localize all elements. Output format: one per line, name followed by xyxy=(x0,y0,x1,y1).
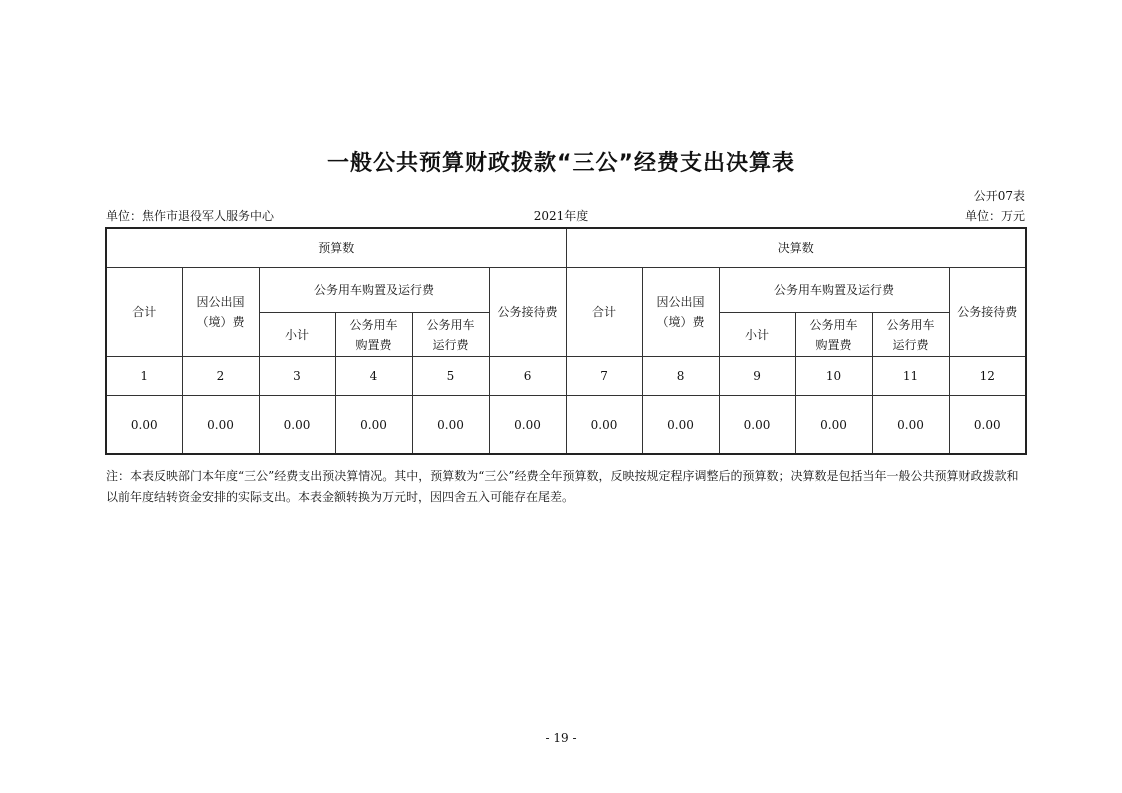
column-number: 6 xyxy=(489,357,566,396)
column-number: 7 xyxy=(566,357,642,396)
budget-reception-header: 公务接待费 xyxy=(489,268,566,357)
value-cell: 0.00 xyxy=(335,396,412,455)
value-cell: 0.00 xyxy=(182,396,259,455)
column-number: 3 xyxy=(259,357,335,396)
currency-unit: 单位：万元 xyxy=(964,209,1025,223)
budget-group-header: 预算数 xyxy=(106,228,566,268)
budget-vehicle-header: 公务用车购置及运行费 xyxy=(259,268,489,313)
column-number: 8 xyxy=(642,357,719,396)
actual-reception-header: 公务接待费 xyxy=(949,268,1026,357)
unit-name: 单位：焦作市退役军人服务中心 xyxy=(106,209,275,223)
value-cell: 0.00 xyxy=(566,396,642,455)
value-cell: 0.00 xyxy=(642,396,719,455)
column-number: 10 xyxy=(795,357,872,396)
budget-subtotal-header: 小计 xyxy=(259,313,335,357)
actual-group-header: 决算数 xyxy=(566,228,1026,268)
column-number: 2 xyxy=(182,357,259,396)
value-cell: 0.00 xyxy=(259,396,335,455)
form-code: 公开07表 xyxy=(973,189,1025,203)
column-number: 4 xyxy=(335,357,412,396)
value-cell: 0.00 xyxy=(106,396,182,455)
table-row xyxy=(106,396,1026,455)
value-cell: 0.00 xyxy=(949,396,1026,455)
column-number-row xyxy=(106,357,1026,396)
budget-total-header: 合计 xyxy=(106,268,182,357)
value-cell: 0.00 xyxy=(719,396,795,455)
budget-vehicle-run-header: 公务用车 运行费 xyxy=(412,313,489,357)
value-cell: 0.00 xyxy=(872,396,949,455)
column-number: 5 xyxy=(412,357,489,396)
value-cell: 0.00 xyxy=(795,396,872,455)
budget-vehicle-purchase-header: 公务用车 购置费 xyxy=(335,313,412,357)
actual-vehicle-header: 公务用车购置及运行费 xyxy=(719,268,949,313)
value-cell: 0.00 xyxy=(489,396,566,455)
footnote: 注：本表反映部门本年度“三公”经费支出预决算情况。其中，预算数为“三公”经费全年预算数，反映按规定程序调整后的预算数；决算数是包括当年一般公共预算财政拨款和以前年度结转资金安排的实际支出。本表金额转换为万元时，因四舍五入可能存在尾差。 xyxy=(106,469,1019,504)
page-number: - 19 - xyxy=(545,731,577,745)
actual-abroad-header: 因公出国 （境）费 xyxy=(642,268,719,357)
column-number: 9 xyxy=(719,357,795,396)
actual-vehicle-purchase-header: 公务用车 购置费 xyxy=(795,313,872,357)
actual-subtotal-header: 小计 xyxy=(719,313,795,357)
page-title: 一般公共预算财政拨款“三公”经费支出决算表 xyxy=(327,151,795,176)
actual-vehicle-run-header: 公务用车 运行费 xyxy=(872,313,949,357)
value-cell: 0.00 xyxy=(412,396,489,455)
column-number: 11 xyxy=(872,357,949,396)
column-number: 1 xyxy=(106,357,182,396)
actual-total-header: 合计 xyxy=(566,268,642,357)
expenditure-table xyxy=(105,227,1027,455)
budget-abroad-header: 因公出国 （境）费 xyxy=(182,268,259,357)
column-number: 12 xyxy=(949,357,1026,396)
fiscal-year: 2021年度 xyxy=(533,209,589,223)
